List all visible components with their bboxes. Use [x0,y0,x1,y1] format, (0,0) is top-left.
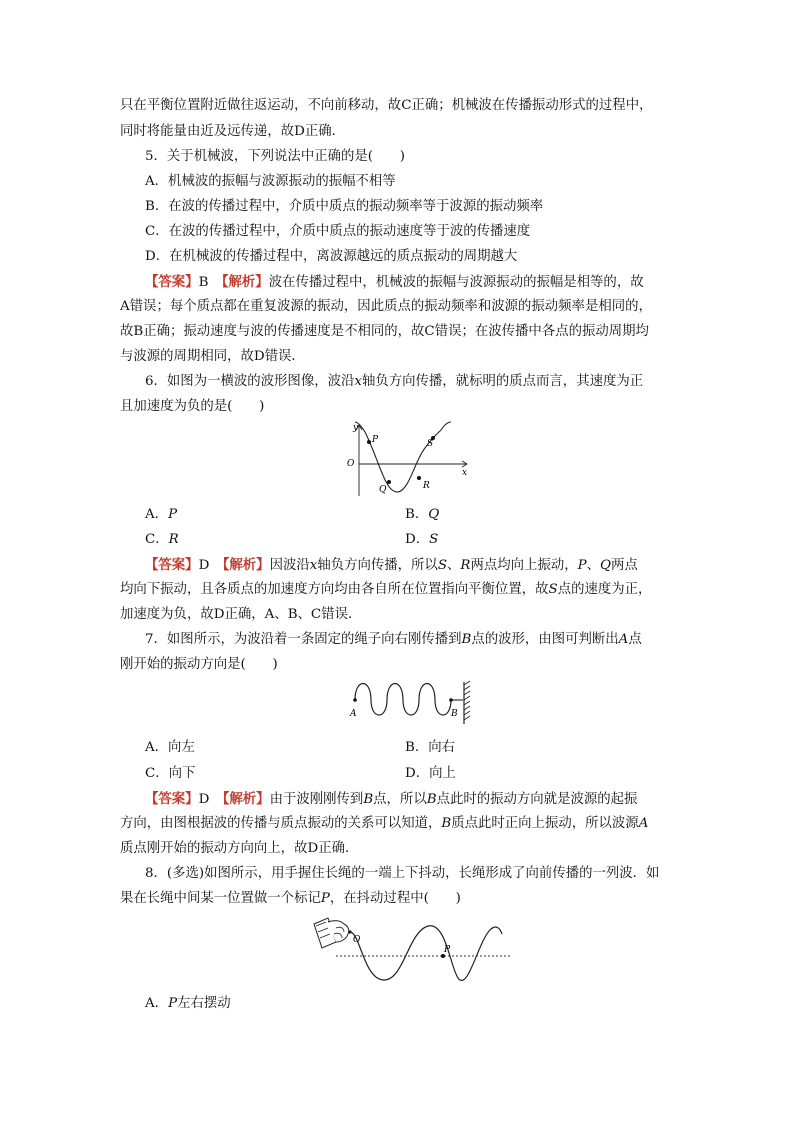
opt-prefix: A． [145,507,169,522]
q7-analysis-2 [120,814,648,834]
rope-wave [355,684,451,716]
q7-analysis-3: 质点刚开始的振动方向向上，故D正确． [120,841,359,856]
q5-stem: 5．关于机械波，下列说法中正确的是( ) [145,149,405,164]
q7-analysis-text: 方向，由图根据波的传播与质点振动的关系可以知道， [120,816,442,831]
label-o: O [353,935,361,945]
point-r [417,476,421,480]
label-x: x [462,468,468,478]
q6-analysis-r: R [460,558,471,573]
q7-analysis-b: B [426,792,437,807]
q6-option-a [145,505,177,525]
q8-stem-1: 8．(多选)如图所示，用手握住长绳的一端上下抖动，长绳形成了向前传播的一列波．如 [145,866,660,881]
q7-answer-line [145,789,637,810]
q6-stem-2: 且加速度为负的是( ) [120,399,265,414]
q7-stem-text: 点 [628,632,642,647]
q6-analysis-text: 因波沿 [269,558,310,573]
q6-stem-text-b: 轴负方向传播，就标明的质点而言，其速度为正 [361,374,644,389]
q6-analysis-s: S [437,558,448,573]
q7-analysis-text: 质点此时正向上振动，所以波源 [451,816,639,831]
q6-analysis-2 [120,580,651,600]
q6-analysis-x: x [309,558,318,573]
q7-analysis-text: 由于波刚刚传到 [269,792,364,807]
q6-stem-1 [145,372,643,392]
label-a: A [350,709,357,719]
label-p: P [444,945,451,955]
q6-stem-text-a: 6．如图为一横波的波形图像，波沿 [145,374,355,389]
q7-analysis-b: B [441,816,452,831]
q7-option-b: B．向右 [405,740,456,755]
label-s: S [427,439,434,449]
q7-option-c: C．向下 [145,766,196,781]
q8-stem-p: P [320,891,330,906]
answer-tag: 【答案】 [145,557,199,573]
q7-stem-text: 7．如图所示，为波沿着一条固定的绳子向右刚传播到 [145,632,462,647]
q6-analysis-text: 均向下振动，且各质点的加速度方向均由各自所在位置指向平衡位置，故 [120,582,549,597]
analysis-tag: 【解析】 [222,791,270,807]
point-p [367,440,371,444]
opt-prefix: B． [405,507,429,522]
q6-analysis-text: 点的速度为正， [557,582,652,597]
opt-value: Q [428,507,440,522]
answer-tag: 【答案】 [145,791,199,807]
q6-option-b [405,505,439,525]
label-p: P [372,435,379,445]
q6-wave-figure [345,420,475,500]
opt-prefix: D． [405,532,430,547]
q5-option-b: B．在波的传播过程中，介质中质点的振动频率等于波源的振动频率 [145,199,544,214]
label-y: y [353,423,359,433]
opt-value: S [429,532,439,547]
q6-answer-line [145,555,638,576]
q6-stem-x: x [354,374,362,389]
q5-option-c: C．在波的传播过程中，介质中质点的振动速度等于波的传播速度 [145,224,531,239]
q6-analysis-s2: S [548,582,558,597]
opt-value: R [168,532,179,547]
hand-icon [314,918,352,948]
q8-stem-text: ，在抖动过程中( ) [329,891,461,906]
q6-analysis-sep: 、 [447,558,461,573]
opt-p: P [168,996,178,1011]
q6-analysis-text: 两点 [611,558,638,573]
q8-hand-rope-figure [310,912,515,984]
q5-analysis-4: 与波源的周期相同，故D错误． [120,349,305,364]
q6-option-d [405,530,438,550]
q7-stem-1 [145,630,642,650]
q7-option-a: A．向左 [145,740,195,755]
q7-stem-text: 点的波形，由图可判断出 [471,632,619,647]
q8-stem-text: 果在长绳中间某一位置做一个标记 [120,891,321,906]
q6-analysis-text: 轴负方向传播，所以 [317,558,438,573]
point-q [387,480,391,484]
answer-tag: 【答案】 [145,274,199,290]
label-b: B [451,709,458,719]
q8-stem-2 [120,889,461,909]
q5-option-d: D．在机械波的传播过程中，离波源越远的质点振动的周期越大 [145,249,518,264]
opt-prefix: C． [145,532,169,547]
wall-hatch [464,681,470,720]
label-o: O [347,459,355,469]
intro-line-1: 只在平衡位置附近做往返运动，不向前移动，故C正确；机械波在传播振动形式的过程中， [120,98,653,113]
label-r: R [423,481,430,491]
opt-value: P [168,507,178,522]
q7-rope-figure [345,680,475,725]
q6-analysis-p: P [577,558,587,573]
q6-analysis-3: 加速度为负，故D正确，A、B、C错误． [120,607,362,622]
analysis-tag: 【解析】 [222,557,270,573]
q5-answer: B [198,275,209,290]
q6-answer: D [198,558,210,573]
q5-answer-line [145,272,644,293]
rope-wave [350,926,502,981]
q6-analysis-text: 两点均向上振动， [470,558,578,573]
q7-stem-b: B [461,632,472,647]
q5-analysis-2: A错误；每个质点都在重复波源的振动，因此质点的振动频率和波源的振动频率是相同的， [120,299,652,314]
q7-stem-a: A [618,632,629,647]
intro-line-2: 同时将能量由近及远传递，故D正确． [120,124,345,139]
q7-stem-2: 刚开始的振动方向是( ) [120,657,278,672]
opt-value: 左右摆动 [177,996,231,1011]
q7-option-d: D．向上 [405,766,456,781]
q7-analysis-b: B [363,792,374,807]
q5-option-a: A．机械波的振幅与波源振动的振幅不相等 [145,174,396,189]
q6-option-c [145,530,179,550]
q5-analysis-1: 波在传播过程中，机械波的振幅与波源振动的振幅是相等的，故 [268,275,644,290]
q5-analysis-3: 故B正确；振动速度与波的传播速度是不相同的，故C错误；在波传播中各点的振动周期均 [120,324,649,339]
q7-analysis-text: 点，所以 [373,792,427,807]
q8-option-a [145,994,231,1014]
q6-analysis-sep: 、 [586,558,601,573]
opt-prefix: A． [145,996,169,1011]
label-q: Q [379,485,387,495]
wave-curve-right [441,422,451,430]
point-a [353,698,357,702]
q7-analysis-text: 点此时的振动方向就是波源的起振 [436,792,638,807]
q7-analysis-a: A [638,816,649,831]
q7-answer: D [198,792,210,807]
analysis-tag: 【解析】 [221,274,269,290]
q6-analysis-q: Q [600,558,612,573]
point-b [449,698,453,702]
